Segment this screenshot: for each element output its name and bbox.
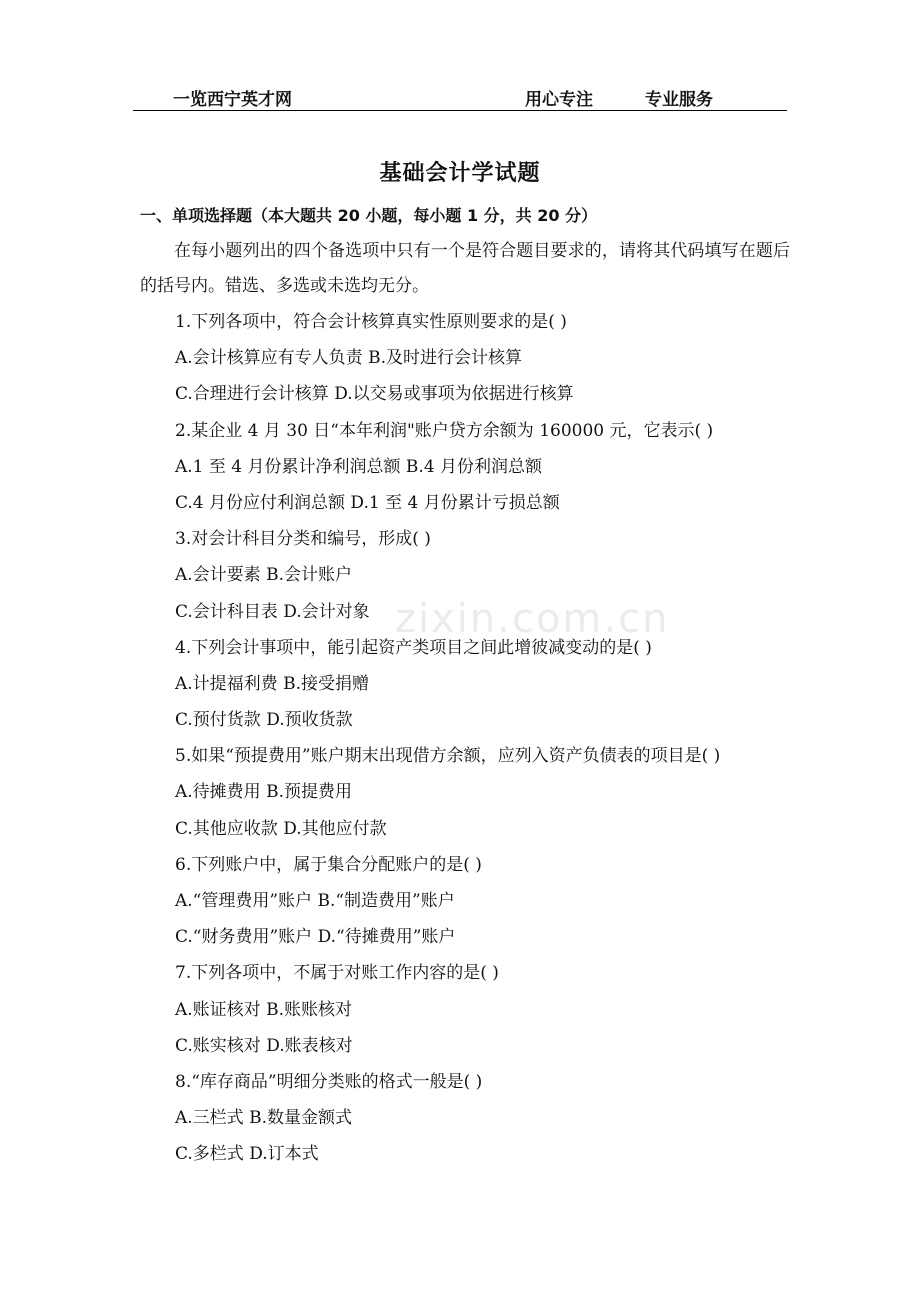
option-line: A.会计核算应有专人负责 B.及时进行会计核算 [175,348,522,369]
option-line: C.其他应收款 D.其他应付款 [175,818,387,839]
option-line: A.待摊费用 B.预提费用 [175,782,352,803]
option-line: A.账证核对 B.账账核对 [175,999,352,1020]
option-line: C.多栏式 D.订本式 [175,1144,319,1165]
option-line: C.预付货款 D.预收货款 [175,710,353,731]
option-line: A.三栏式 B.数量金额式 [175,1108,352,1129]
option-line: C.账实核对 D.账表核对 [175,1035,353,1056]
question-line: 3.对会计科目分类和编号，形成( ) [175,529,431,550]
option-line: C.合理进行会计核算 D.以交易或事项为依据进行核算 [175,384,574,405]
section-heading: 一、单项选择题（本大题共 20 小题，每小题 1 分，共 20 分） [140,206,598,225]
question-line: 5.如果“预提费用”账户期末出现借方余额，应列入资产负债表的项目是( ) [175,746,721,767]
option-line: A.会计要素 B.会计账户 [175,565,352,586]
option-line: C.“财务费用”账户 D.“待摊费用”账户 [175,927,456,948]
option-line: C.会计科目表 D.会计对象 [175,601,370,622]
header-slogan-1: 用心专注 [525,90,593,110]
page-header [133,84,787,111]
question-line: 7.下列各项中，不属于对账工作内容的是( ) [175,963,499,984]
question-line: 2.某企业 4 月 30 日“本年利润"账户贷方余额为 160000 元，它表示( ) [175,420,714,441]
question-line: 4.下列会计事项中，能引起资产类项目之间此增彼减变动的是( ) [175,637,652,658]
watermark: zixin.com.cn [395,596,670,642]
question-line: 6.下列账户中，属于集合分配账户的是( ) [175,854,482,875]
option-line: A.计提福利费 B.接受捐赠 [175,673,369,694]
document-title: 基础会计学试题 [379,161,541,186]
header-site-name: 一览西宁英才网 [173,90,292,110]
instructions-paragraph: 在每小题列出的四个备选项中只有一个是符合题目要求的，请将其代码填写在题后的括号内。错选、多选或未选均无分。 [140,241,790,296]
question-line: 1.下列各项中，符合会计核算真实性原则要求的是( ) [175,312,567,332]
option-line: A.“管理费用”账户 B.“制造费用”账户 [175,891,455,911]
header-slogan-2: 专业服务 [645,90,713,110]
option-line: A.1 至 4 月份累计净利润总额 B.4 月份利润总额 [175,456,543,477]
question-list [175,304,795,1173]
question-line: 8.“库存商品”明细分类账的格式一般是( ) [175,1071,483,1092]
option-line: C.4 月份应付利润总额 D.1 至 4 月份累计亏损总额 [175,492,560,513]
